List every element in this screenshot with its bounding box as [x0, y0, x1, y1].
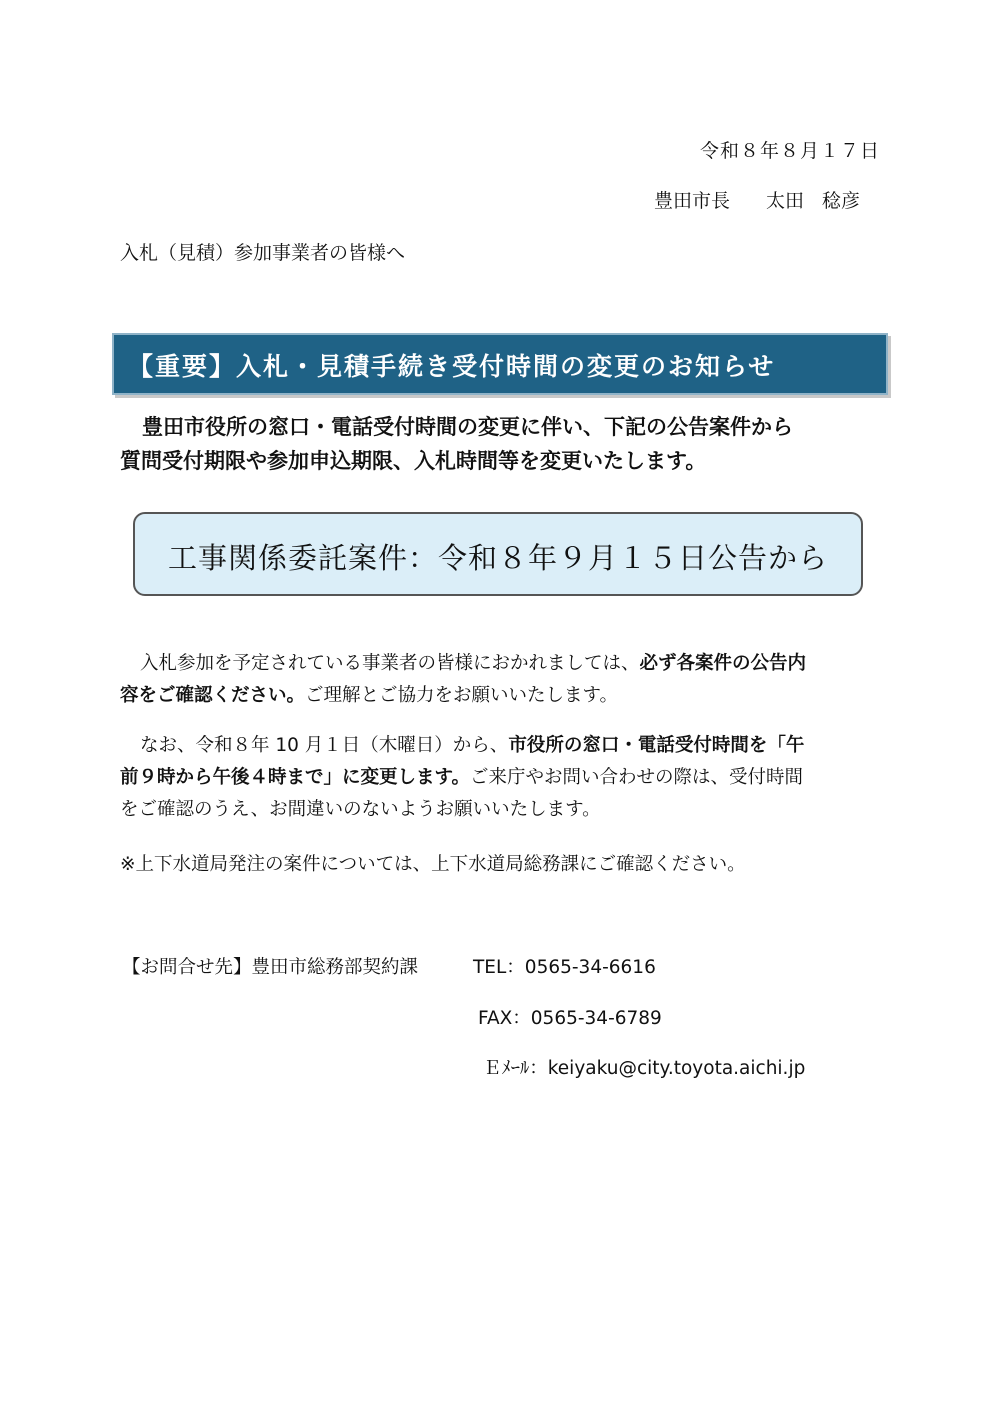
bold-text: 容をご確認ください。 — [120, 685, 306, 706]
water-bureau-note: ※上下水道局発注の案件については、上下水道局総務課にご確認ください。 — [120, 854, 746, 875]
lead-line-2: 質問受付期限や参加申込期限、入札時間等を変更いたします。 — [120, 449, 707, 473]
sender — [654, 186, 860, 213]
paragraph-line: をご確認のうえ、お間違いのないようお願いいたします。 — [120, 799, 601, 820]
plain-text: ご理解とご協力をお願いいたします。 — [305, 685, 619, 706]
sender-family-name: 太田 — [765, 190, 804, 212]
highlight-box-text: 工事関係委託案件：令和８年９月１５日公告から — [167, 541, 828, 575]
plain-text: なお、令和８年 10 月１日（木曜日）から、 — [140, 735, 509, 756]
sender-title: 豊田市長 — [653, 190, 730, 212]
title-banner — [112, 333, 888, 395]
bold-text: 必ず各案件の公告内 — [639, 653, 807, 674]
bold-text: 前９時から午後４時まで」に変更します。 — [120, 767, 471, 788]
plain-text: 入札参加を予定されている事業者の皆様におかれましては、 — [140, 653, 640, 674]
paragraph-confirmation — [120, 648, 880, 712]
lead-paragraph — [120, 410, 890, 478]
contact-fax: FAX：0565-34-6789 — [478, 1008, 662, 1029]
lead-line-1: 豊田市役所の窓口・電話受付時間の変更に伴い、下記の公告案件から — [142, 415, 793, 439]
contact-label: 【お問合せ先】豊田市総務部契約課 — [122, 957, 419, 978]
paragraph-hours-change — [120, 730, 880, 826]
contact-email: Ｅﾒｰﾙ：keiyaku@city.toyota.aichi.jp — [483, 1058, 806, 1079]
banner-title: 【重要】入札・見積手続き受付時間の変更のお知らせ — [128, 352, 776, 381]
highlight-box — [133, 512, 863, 596]
contact-tel: TEL：0565-34-6616 — [473, 957, 656, 978]
sender-given-name: 稔彦 — [821, 190, 860, 212]
paragraph-line — [120, 730, 880, 762]
plain-text: ご来庁やお問い合わせの際は、受付時間 — [470, 767, 804, 788]
addressee: 入札（見積）参加事業者の皆様へ — [120, 242, 406, 264]
paragraph-line — [120, 680, 880, 712]
paragraph-line — [120, 648, 880, 680]
bold-text: 市役所の窓口・電話受付時間を「午 — [508, 735, 805, 756]
document-date: 令和８年８月１７日 — [699, 140, 880, 162]
paragraph-line — [120, 762, 880, 794]
